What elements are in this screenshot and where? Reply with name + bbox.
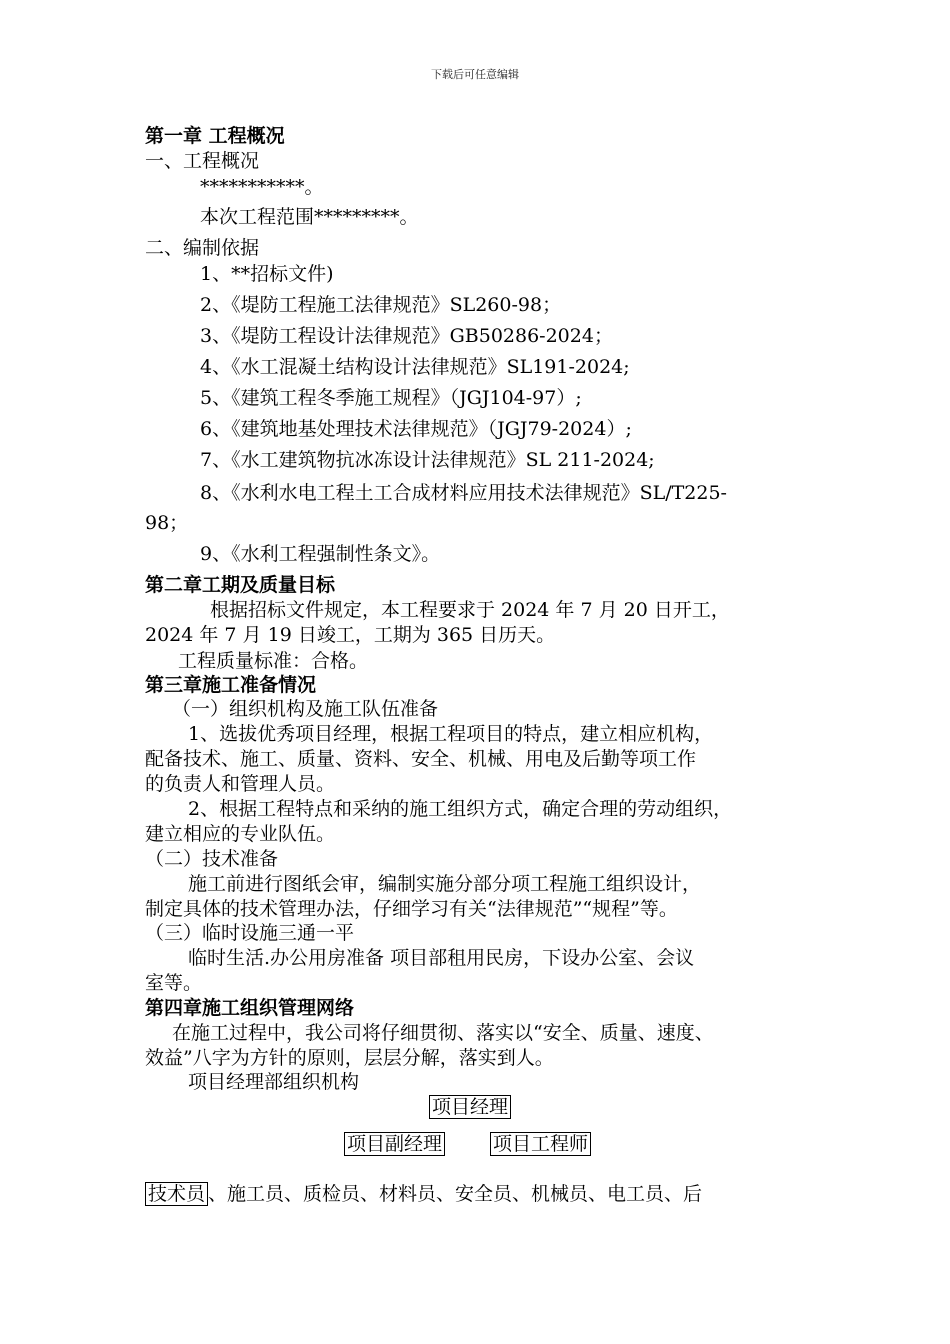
org-node-label: 项目工程师 — [490, 1132, 591, 1156]
page-header-note: 下载后可任意编辑 — [431, 68, 519, 81]
organization-paragraph-line: 1、选拔优秀项目经理，根据工程项目的特点，建立相应机构， — [188, 723, 714, 745]
org-node-technician: 技术员 — [145, 1182, 208, 1206]
section-basis-heading: 二、编制依据 — [145, 237, 260, 259]
quality-standard: 工程质量标准：合格。 — [178, 650, 369, 672]
reference-item-continued: 98； — [145, 512, 189, 534]
org-chart-caption: 项目经理部组织机构 — [188, 1071, 360, 1093]
management-paragraph-line: 在施工过程中，我公司将仔细贯彻、落实以“安全、质量、速度、 — [172, 1022, 714, 1044]
org-staff-line — [145, 1182, 702, 1206]
reference-item: 3、《堤防工程设计法律规范》GB50286-2024； — [200, 325, 613, 347]
reference-item: 8、《水利水电工程土工合成材料应用技术法律规范》SL/T225- — [200, 482, 727, 504]
section-overview-heading: 一、工程概况 — [145, 150, 260, 172]
chapter-1-title: 第一章 工程概况 — [145, 125, 285, 147]
chapter-3-title: 第三章施工准备情况 — [145, 674, 317, 696]
labor-paragraph-line: 2、根据工程特点和采纳的施工组织方式，确定合理的劳动组织， — [188, 798, 733, 820]
org-node-project-engineer — [490, 1132, 591, 1156]
org-node-label: 项目经理 — [429, 1095, 511, 1119]
org-node-label: 项目副经理 — [344, 1132, 445, 1156]
reference-item: 9、《水利工程强制性条文》。 — [200, 543, 441, 565]
management-paragraph-line: 效益”八字为方针的原则，层层分解，落实到人。 — [145, 1047, 554, 1069]
chapter-2-title: 第二章工期及质量目标 — [145, 574, 336, 596]
facilities-paragraph-line: 临时生活.办公用房准备 项目部租用民房，下设办公室、会议 — [188, 947, 695, 969]
org-staff-list: 、施工员、质检员、材料员、安全员、机械员、电工员、后 — [208, 1183, 703, 1205]
subsection-technical: （二）技术准备 — [145, 848, 279, 870]
organization-paragraph-line: 配备技术、施工、质量、资料、安全、机械、用电及后勤等项工作 — [145, 748, 697, 770]
reference-item: 2、《堤防工程施工法律规范》SL260-98； — [200, 294, 562, 316]
org-node-deputy-manager — [344, 1132, 445, 1156]
labor-paragraph-line: 建立相应的专业队伍。 — [145, 823, 336, 845]
schedule-line-1: 根据招标文件规定，本工程要求于 2024 年 7 月 20 日开工， — [210, 599, 730, 621]
overview-line-1: ***********。 — [200, 176, 324, 198]
reference-item: 1、**招标文件) — [200, 263, 334, 285]
technical-paragraph-line: 制定具体的技术管理办法，仔细学习有关“法律规范”“规程”等。 — [145, 898, 678, 920]
reference-item: 7、《水工建筑物抗冰冻设计法律规范》SL 211-2024; — [200, 449, 655, 471]
chapter-4-title: 第四章施工组织管理网络 — [145, 997, 355, 1019]
subsection-organization: （一）组织机构及施工队伍准备 — [172, 698, 439, 720]
reference-item: 4、《水工混凝土结构设计法律规范》SL191-2024; — [200, 356, 630, 378]
technical-paragraph-line: 施工前进行图纸会审，编制实施分部分项工程施工组织设计， — [188, 873, 702, 895]
schedule-line-2: 2024 年 7 月 19 日竣工，工期为 365 日历天。 — [145, 624, 556, 646]
organization-paragraph-line: 的负责人和管理人员。 — [145, 773, 336, 795]
overview-line-2: 本次工程范围*********。 — [200, 206, 419, 228]
reference-item: 6、《建筑地基处理技术法律规范》（JGJ79-2024）; — [200, 418, 632, 440]
subsection-temporary-facilities: （三）临时设施三通一平 — [145, 922, 355, 944]
org-node-project-manager — [429, 1095, 511, 1119]
reference-item: 5、《建筑工程冬季施工规程》（JGJ104-97）; — [200, 387, 582, 409]
facilities-paragraph-line: 室等。 — [145, 972, 203, 994]
